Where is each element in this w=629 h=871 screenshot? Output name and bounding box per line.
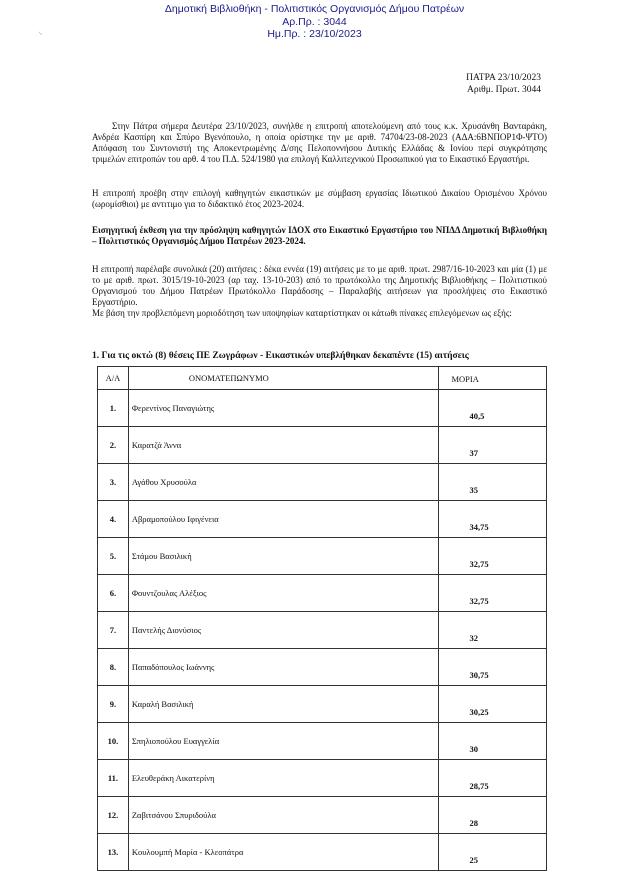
candidate-name: Κουλουμπή Μαρία - Κλεοπάτρα: [128, 834, 439, 871]
row-number: 8.: [98, 649, 129, 686]
row-number: 13.: [98, 834, 129, 871]
paragraph-committee: Στην Πάτρα σήμερα Δευτέρα 23/10/2023, συνήλθε η επιτροπή αποτελούμενη από τους κ.κ. Χρυσάνθη Βανταράκη, Ανδρέα Κασπίρη και Σπύρο Βγενόπουλο, η οποία ορίστηκε την με αριθ. 74704/23-08-2023 (ΑΔΑ:6ΒΝΠΟΡ1Φ-ΨΤΟ) Απόφαση του Συντονιστή της Αποκεντρωμένης Δ/σης Πελοποννήσου Δυτικής Ελλάδας & Ιονίου περί συγκρότησης τριμελών επιτροπών του αρθ. 4 του Π.Δ. 524/1980 για επιλογή Καλλιτεχνικού Προσωπικού για το Εικαστικό Εργαστήρι.: [92, 121, 547, 164]
candidate-score: 34,75: [439, 501, 547, 538]
table-row: [98, 538, 547, 575]
candidates-table: [97, 366, 547, 871]
scan-mark-icon: ⸌: [38, 30, 43, 40]
candidate-score: 28: [439, 797, 547, 834]
table-row: [98, 723, 547, 760]
table-row: [98, 834, 547, 871]
stamp-protocol-number: Αρ.Πρ. : 3044: [282, 15, 347, 28]
table-row: [98, 649, 547, 686]
section-heading: 1. Για τις οκτώ (8) θέσεις ΠΕ Ζωγράφων - Εικαστικών υπεβλήθηκαν δεκαπέντε (15) αιτήσεις: [92, 351, 469, 361]
candidate-score: 32,75: [439, 538, 547, 575]
candidate-score: 25: [439, 834, 547, 871]
header-aa: Α/Α: [98, 367, 129, 390]
paragraph-selection: Η επιτροπή προέβη στην επιλογή καθηγητών εικαστικών με σύμβαση εργασίας Ιδιωτικού Δικαίου Ορισμένου Χρόνου (ωρομίσθιοι) με αντιτιμο για το διδακτικό έτος 2023-2024.: [92, 188, 547, 209]
table-body: [98, 390, 547, 871]
candidate-score: 30: [439, 723, 547, 760]
paragraph-report-title: Εισηγητική έκθεση για την πρόσληψη καθηγητών ΙΔΟΧ στο Εικαστικό Εργαστήριο του ΝΠΔΔ Δημοτική Βιβλιοθήκη – Πολιτιστικός Οργανισμός Δήμου Πατρέων 2023-2024.: [92, 225, 547, 246]
place-date-line: ΠΑΤΡΑ 23/10/2023: [466, 73, 541, 83]
table-row: [98, 686, 547, 723]
candidate-name: Στάμου Βασιλική: [128, 538, 439, 575]
header-score: ΜΟΡΙΑ: [439, 367, 547, 390]
row-number: 3.: [98, 464, 129, 501]
candidate-score: 30,75: [439, 649, 547, 686]
candidate-score: 32: [439, 612, 547, 649]
header-name: ΟΝΟΜΑΤΕΠΩΝΥΜΟ: [128, 367, 439, 390]
candidate-score: 35: [439, 464, 547, 501]
row-number: 11.: [98, 760, 129, 797]
candidate-name: Ζαβιτσάνου Σπυριδούλα: [128, 797, 439, 834]
candidate-name: Καρατζά Άννα: [128, 427, 439, 464]
candidate-score: 30,25: [439, 686, 547, 723]
candidate-score: 40,5: [439, 390, 547, 427]
candidate-name: Καραλή Βασιλική: [128, 686, 439, 723]
row-number: 12.: [98, 797, 129, 834]
protocol-number-line: Αριθμ. Πρωτ. 3044: [467, 85, 541, 95]
table-row: [98, 760, 547, 797]
row-number: 4.: [98, 501, 129, 538]
table-row: [98, 797, 547, 834]
row-number: 10.: [98, 723, 129, 760]
table-header-row: [98, 367, 547, 390]
protocol-stamp: [0, 3, 629, 41]
table-row: [98, 575, 547, 612]
candidate-name: Φουντζουλας Αλέξιος: [128, 575, 439, 612]
row-number: 7.: [98, 612, 129, 649]
row-number: 6.: [98, 575, 129, 612]
candidate-name: Αβραμοπούλου Ιφιγένεια: [128, 501, 439, 538]
candidate-score: 37: [439, 427, 547, 464]
row-number: 1.: [98, 390, 129, 427]
candidate-name: Αγάθου Χρυσούλα: [128, 464, 439, 501]
candidate-name: Ελευθεράκη Αικατερίνη: [128, 760, 439, 797]
row-number: 5.: [98, 538, 129, 575]
stamp-organization: Δημοτική Βιβλιοθήκη - Πολιτιστικός Οργανισμός Δήμου Πατρέων: [164, 3, 465, 15]
paragraph-applications: Η επιτροπή παρέλαβε συνολικά (20) αιτήσεις : δέκα εννέα (19) αιτήσεις με το με αριθ. πρωτ. 2987/16-10-2023 και μία (1) με το με αριθ. πρωτ. 3015/19-10-2023 (αρ ταχ. 13-10-203) από το πρωτόκολλο της Δημοτικής Βιβλιοθήκης – Πολιτιστικού Οργανισμού του Δήμου Πατρέων Πρωτόκολλο Παράδοσης – Παραλαβής αιτήσεων για προσλήψεις στο Εικαστικό Εργαστήριο.: [92, 264, 547, 307]
table-row: [98, 464, 547, 501]
table-row: [98, 427, 547, 464]
paragraph-scoring: Με βάση την προβλεπόμενη μοριοδότηση των υποψηφίων καταρτίστηκαν οι κάτωθι πίνακες επιλεγόμενων ως εξής:: [92, 308, 512, 318]
table-row: [98, 501, 547, 538]
candidate-score: 32,75: [439, 575, 547, 612]
table-row: [98, 612, 547, 649]
candidate-name: Παντελής Διονύσιος: [128, 612, 439, 649]
candidate-score: 28,75: [439, 760, 547, 797]
row-number: 9.: [98, 686, 129, 723]
place-date-block: [466, 72, 541, 96]
row-number: 2.: [98, 427, 129, 464]
stamp-protocol-date: Ημ.Πρ. : 23/10/2023: [267, 28, 362, 40]
candidate-name: Φερεντίνος Παναγιώτης: [128, 390, 439, 427]
candidate-name: Σπηλιοπούλου Ευαγγελία: [128, 723, 439, 760]
candidate-name: Παπαδόπουλος Ιωάννης: [128, 649, 439, 686]
table-row: [98, 390, 547, 427]
